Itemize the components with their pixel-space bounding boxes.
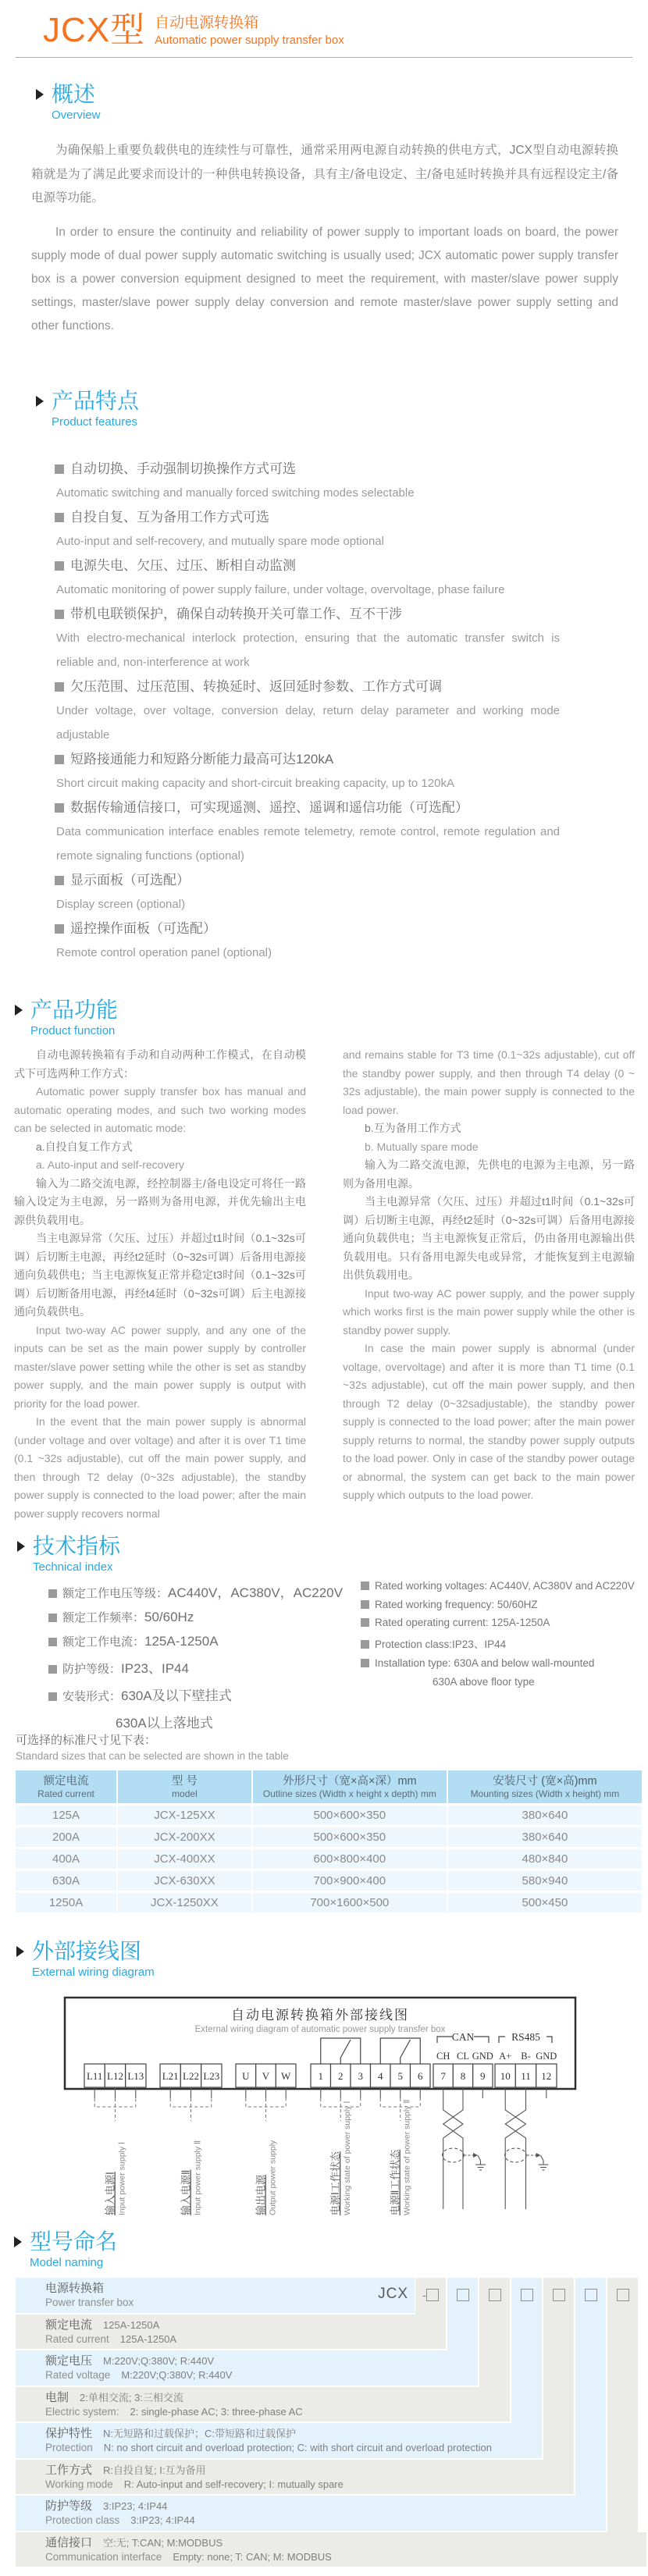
section-marker-triangle-icon [36, 396, 44, 407]
section-function-heading [15, 998, 118, 1039]
can-twisted-pair [443, 2087, 486, 2209]
table-row: 630A JCX-630XX 700×900×400 580×940 [16, 1871, 642, 1891]
section-features-heading [36, 389, 139, 430]
wiring-vertical-labels [105, 2099, 412, 2215]
list-item: 防护等级：IP23、IP44 [48, 1657, 343, 1677]
naming-row: 电制 2:单相交流; 3:三相交流 Electric system: 2: single-phase AC; 3: three-phase AC [16, 2387, 510, 2422]
pin-label: GND [536, 2051, 557, 2062]
group-label-zh: 输入电源Ⅰ [104, 2172, 116, 2215]
list-item: Rated working voltages: AC440V, AC380V and AC220V [361, 1580, 635, 1592]
group-label-en: Working state of power supply Ⅱ [402, 2099, 412, 2215]
paragraph: Input two-way AC power supply, and the power supply which works first is the main power supply while the other is standby power supply. [343, 1286, 635, 1336]
heading-en: Product function [30, 1024, 116, 1037]
overview-paragraph-en: In order to ensure the continuity and reliability of power supply to important loads on board, the power supply mode of dual power supply automatic switching is usually used; JCX automatic power supply transfer box is a power conversion equipment designed to meet the requirement, with master/slave power supply settings, master/slave power supply delay conversion and remote master/slave power supply setting and other functions. [31, 226, 618, 333]
terminal-label: 11 [521, 2070, 531, 2082]
paragraph: Automatic power supply transfer box has manual and automatic operating modes, and such two working modes can be selected in automatic mode: [14, 1085, 306, 1134]
pin-label: B- [521, 2051, 531, 2062]
paragraph: b. Mutually spare mode [365, 1140, 479, 1153]
naming-row: 工作方式 R:自投自复; I:互为备用 Working mode R: Auto-input and self-recovery; I: mutually spare [16, 2460, 574, 2495]
naming-row: 电源转换箱 Power transfer box JCX [16, 2278, 415, 2313]
sizes-table [16, 1770, 642, 1915]
overview-paragraph-zh: 为确保船上重要负载供电的连续性与可靠性，通常采用两电源自动转换的供电方式，JCX型自动电源转换箱就是为了满足此要求而设计的一种供电转换设备，具有主/备电设定、主/备电延时转换并具有远程设定主/备电源等功能。 [31, 144, 618, 205]
model-digit-box [617, 2289, 629, 2301]
group-label-zh: 电源Ⅰ工作状态 [329, 2151, 341, 2215]
sizes-note-en: Standard sizes that can be selected are shown in the table [16, 1750, 289, 1762]
section-marker-triangle-icon [14, 2236, 22, 2247]
paragraph: In the event that the main power supply is abnormal (under voltage and over voltage) and after it is over T1 time (0.1 ~32s adjustable), cut off the main power supply, and then through T2 delay (0~32s adjustable), the standby power supply is connected to the load power; after the main power supply recovers normal [14, 1415, 306, 1520]
square-bullet-icon [48, 1692, 57, 1701]
list-item: 电源失电、欠压、过压、断相自动监测 Automatic monitoring of power supply failure, under voltage, overvoltage, phase failure [56, 558, 505, 596]
square-bullet-icon [55, 876, 64, 885]
terminal-label: 10 [500, 2070, 511, 2082]
list-item: 安装形式：630A及以下壁挂式 [48, 1685, 343, 1704]
terminal-label: L12 [107, 2070, 123, 2082]
switch-symbols [321, 2038, 421, 2064]
naming-row: 额定电压 M:220V;Q:380V; R:440V Rated voltage M:220V;Q:380V; R:440V [16, 2350, 478, 2386]
group-label-en: Working state of power supply Ⅰ [343, 2101, 352, 2215]
terminal-label: 6 [418, 2070, 423, 2082]
pin-label: CH [436, 2051, 450, 2062]
list-item: 额定工作频率：50/60Hz [48, 1609, 343, 1625]
pin-label: CL [457, 2051, 469, 2062]
model-digit-box [521, 2289, 533, 2301]
paragraph: a. Auto-input and self-recovery [36, 1158, 184, 1171]
tech-list-zh [48, 1582, 343, 1731]
paragraph: 当主电源异常（欠压、过压）并超过t1时间（0.1~32s可调）后切断主电源，再经t2延时（0~32s可调）后备用电源接通向负载供电；当主电源恢复正常后，仍由备用电源输出供负载用电。只有备用电源失电或异常，才能恢复到主电源输出供负载用电。 [343, 1195, 635, 1281]
section-naming-heading [14, 2229, 117, 2271]
list-item: 自动切换、手动强制切换操作方式可选 Automatic switching and manually forced switching modes selectable [56, 461, 415, 500]
naming-row: 额定电流 125A-1250A Rated current 125A-1250A [16, 2314, 446, 2350]
list-item: 额定工作电流：125A-1250A [48, 1633, 343, 1649]
group-label-en: Input power supply Ⅰ [117, 2141, 127, 2215]
square-bullet-icon [55, 561, 64, 571]
header-divider [16, 57, 632, 58]
heading-en: Product features [52, 415, 138, 429]
terminal-label: 4 [378, 2070, 383, 2082]
square-bullet-icon [361, 1582, 369, 1590]
heading-zh: 产品功能 [30, 998, 119, 1022]
square-bullet-icon [55, 803, 64, 813]
features-list [55, 457, 617, 965]
paragraph: 输入为二路交流电源，先供电的电源为主电源，另一路则为备用电源。 [343, 1158, 635, 1190]
square-bullet-icon [55, 755, 64, 764]
table-row: 125A JCX-125XX 500×600×350 380×640 [16, 1806, 642, 1825]
wiring-title-en: External wiring diagram of automatic power supply transfer box [194, 2025, 446, 2034]
model-prefix: JCX [378, 2286, 408, 2302]
list-item: Protection class:IP23、IP44 [361, 1635, 635, 1651]
table-row: 400A JCX-400XX 600×800×400 480×840 [16, 1849, 642, 1869]
terminal-label: L23 [203, 2070, 220, 2082]
model-digit-box [553, 2289, 565, 2301]
terminal-label: 12 [541, 2070, 552, 2082]
ground-arrow-icon [473, 2153, 478, 2158]
square-bullet-icon [55, 464, 64, 474]
list-item: 数据传输通信接口，可实现遥测、遥控、遥调和遥信功能（可选配） Data communication interface enables remote telemetry, remote control, remote regulation and remote signaling functions (optional) [56, 800, 560, 863]
square-bullet-icon [48, 1589, 57, 1598]
terminal-label: 9 [480, 2070, 486, 2082]
paragraph: b.互为备用工作方式 [365, 1122, 461, 1134]
tech-list-en [361, 1580, 635, 1688]
heading-zh: 产品特点 [52, 389, 140, 413]
terminal-labels [87, 2070, 551, 2082]
section-marker-triangle-icon [15, 1005, 23, 1016]
square-bullet-icon [361, 1640, 369, 1649]
list-item: 遥控操作面板（可选配） Remote control operation panel (optional) [56, 921, 272, 959]
dash-label: - [422, 2288, 426, 2301]
product-title [43, 12, 344, 48]
terminal-label: W [281, 2070, 291, 2082]
list-item: 自投自复、互为备用工作方式可选 Auto-input and self-recovery, and mutually spare mode optional [56, 510, 384, 548]
heading-en: Technical index [33, 1560, 113, 1574]
model-digit-box [426, 2289, 439, 2301]
table-header-row: 额定电流 Rated current 型 号 model 外形尺寸（宽×高×深）mm Outline sizes (Width x height x depth) mm 安装尺寸 (宽×高)mm Mounting sizes (Width x height) mm [16, 1770, 642, 1803]
rs485-twisted-pair [505, 2087, 549, 2209]
square-bullet-icon [361, 1618, 369, 1627]
wiring-title-zh: 自动电源转换箱外部接线图 [231, 2008, 409, 2023]
terminal-label: 3 [358, 2070, 363, 2082]
square-bullet-icon [48, 1665, 57, 1674]
title-zh: 自动电源转换箱 [155, 15, 259, 31]
ground-arrow-icon [536, 2153, 541, 2158]
terminal-label: V [262, 2070, 270, 2082]
model-digit-strip [575, 2278, 606, 2531]
heading-zh: 型号命名 [30, 2229, 118, 2254]
naming-row: 防护等级 3:IP23; 4:IP44 Protection class 3:IP23; 4:IP44 [16, 2496, 606, 2531]
terminal-label: L22 [183, 2070, 199, 2082]
group-label-zh: 输出电源 [255, 2174, 267, 2215]
square-bullet-icon [55, 924, 64, 934]
naming-row: 保护特性 N:无短路和过载保护；C:带短路和过载保护 Protection N: no short circuit and overload protection; C: with short circuit and overload protection [16, 2423, 542, 2458]
square-bullet-icon [55, 513, 64, 522]
list-item: Rated operating current: 125A-1250A [361, 1617, 635, 1628]
pin-label: A+ [499, 2051, 512, 2062]
list-item-continuation: 630A above floor type [433, 1675, 535, 1688]
list-item: 带机电联锁保护，确保自动转换开关可靠工作、互不干涉 With electro-mechanical interlock protection, ensuring that the automatic transfer switch is reliable and, non-interference at work [56, 607, 560, 669]
function-column-left [14, 1046, 306, 1528]
section-marker-triangle-icon [16, 1946, 24, 1957]
table-row: 200A JCX-200XX 500×600×350 380×640 [16, 1827, 642, 1847]
model-digit-strip [607, 2278, 638, 2567]
heading-zh: 外部接线图 [32, 1939, 142, 1963]
square-bullet-icon [48, 1638, 57, 1646]
model-digit-box [489, 2289, 501, 2301]
terminal-label: 8 [460, 2070, 466, 2082]
paragraph: and remains stable for T3 time (0.1~32s adjustable), cut off the standby power supply, and then through T4 delay (0 ~ 32s adjustable), the main power supply is connected to the load power. [343, 1048, 635, 1116]
terminal-label: 2 [338, 2070, 344, 2082]
list-item-continuation: 630A以上落地式 [116, 1716, 213, 1731]
group-label-zh: 电源Ⅱ工作状态 [389, 2149, 401, 2215]
heading-en: Overview [52, 109, 101, 122]
list-item: Rated working frequency: 50/60HZ [361, 1599, 635, 1610]
heading-en: External wiring diagram [32, 1966, 155, 1979]
paragraph: 当主电源异常（欠压、过压）并超过t1时间（0.1~32s可调）后切断主电源，再经t2延时（0~32s可调）后备用电源接通向负载供电；当主电源恢复正常并稳定t3时间（0.1~32s可调）后切断备用电源，再经t4延时（0~32s可调）后主电源接通向负载供电。 [14, 1232, 306, 1318]
terminal-label: 7 [440, 2070, 446, 2082]
square-bullet-icon [48, 1614, 57, 1622]
list-item: 额定工作电压等级：AC440V，AC380V，AC220V [48, 1582, 343, 1601]
list-item: 欠压范围、过压范围、转换延时、返回延时参数、工作方式可调 Under voltage, over voltage, conversion delay, return delay parameter and working mode adjustable [56, 679, 560, 742]
heading-en: Model naming [30, 2256, 104, 2269]
group-label-en: Output power supply [268, 2140, 278, 2215]
group-brackets [94, 2098, 420, 2121]
section-marker-triangle-icon [36, 89, 44, 100]
wiring-diagram [43, 1987, 589, 2221]
function-column-right [343, 1046, 635, 1528]
square-bullet-icon [361, 1659, 369, 1667]
section-marker-triangle-icon [17, 1541, 25, 1552]
section-overview-heading [36, 82, 101, 123]
can-bus-label: CAN [451, 2031, 475, 2043]
sizes-note-zh: 可选择的标准尺寸见下表： [16, 1734, 157, 1747]
table-row: 1250A JCX-1250XX 700×1600×500 500×450 [16, 1893, 642, 1912]
terminal-label: L13 [127, 2070, 144, 2082]
list-item: Installation type: 630A and below wall-mounted [361, 1657, 635, 1669]
square-bullet-icon [55, 682, 64, 692]
group-label-en: Input power supply Ⅱ [193, 2140, 203, 2215]
terminal-label: 5 [397, 2070, 403, 2082]
list-item: 短路接通能力和短路分断能力最高可达120kA Short circuit making capacity and short-circuit breaking capacity, up to 120kA [56, 752, 454, 790]
paragraph: 自动电源转换箱有手动和自动两种工作模式，在自动模式下可选两种工作方式： [14, 1048, 306, 1080]
square-bullet-icon [361, 1600, 369, 1609]
paragraph: a.自投自复工作方式 [36, 1140, 133, 1153]
paragraph: Input two-way AC power supply, and any one of the inputs can be set as the main power supply by controller master/slave power setting while the other is set as standby power supply, and the main power supply is output with priority for the load power. [14, 1323, 306, 1410]
terminal-label: 1 [318, 2070, 323, 2082]
section-tech-heading [17, 1534, 120, 1575]
naming-row: 通信接口 空:无; T:CAN; M:MODBUS Communication interface Empty: none; T: CAN; M: MODBUS [16, 2532, 646, 2567]
rs485-bus-label: RS485 [511, 2031, 540, 2043]
terminal-label: L21 [162, 2070, 179, 2082]
paragraph: In case the main power supply is abnormal (under voltage, overvoltage) and after it is more than T1 time (0.1 ~32s adjustable), cut off the main power supply, and then through T2 delay (0~32sadjustable), the standby power supply is connected to the load power; after the main power supply returns to normal, the standby power supply outputs to the load power. Only in case of the standby power outage or abnormal, the system can get back to the main power supply which outputs to the load power. [343, 1342, 635, 1501]
bus-pin-labels [436, 2051, 557, 2062]
model-name: JCX型 [43, 11, 146, 49]
list-item: 显示面板（可选配） Display screen (optional) [56, 873, 190, 911]
heading-zh: 概述 [52, 82, 96, 106]
paragraph: 输入为二路交流电源，经控制器主/备电设定可将任一路输入设定为主电源，另一路则为备用电源，并优先输出主电源供负载用电。 [14, 1176, 306, 1226]
title-en: Automatic power supply transfer box [155, 34, 344, 47]
model-digit-box [457, 2289, 469, 2301]
terminal-label: L11 [86, 2070, 103, 2082]
group-label-zh: 输入电源Ⅱ [180, 2169, 192, 2215]
section-wiring-heading [16, 1939, 155, 1980]
heading-zh: 技术指标 [33, 1534, 121, 1558]
square-bullet-icon [55, 610, 64, 619]
pin-label: GND [472, 2051, 493, 2062]
model-naming-diagram [16, 2278, 646, 2570]
model-digit-box [585, 2289, 597, 2301]
terminal-label: U [242, 2070, 250, 2082]
